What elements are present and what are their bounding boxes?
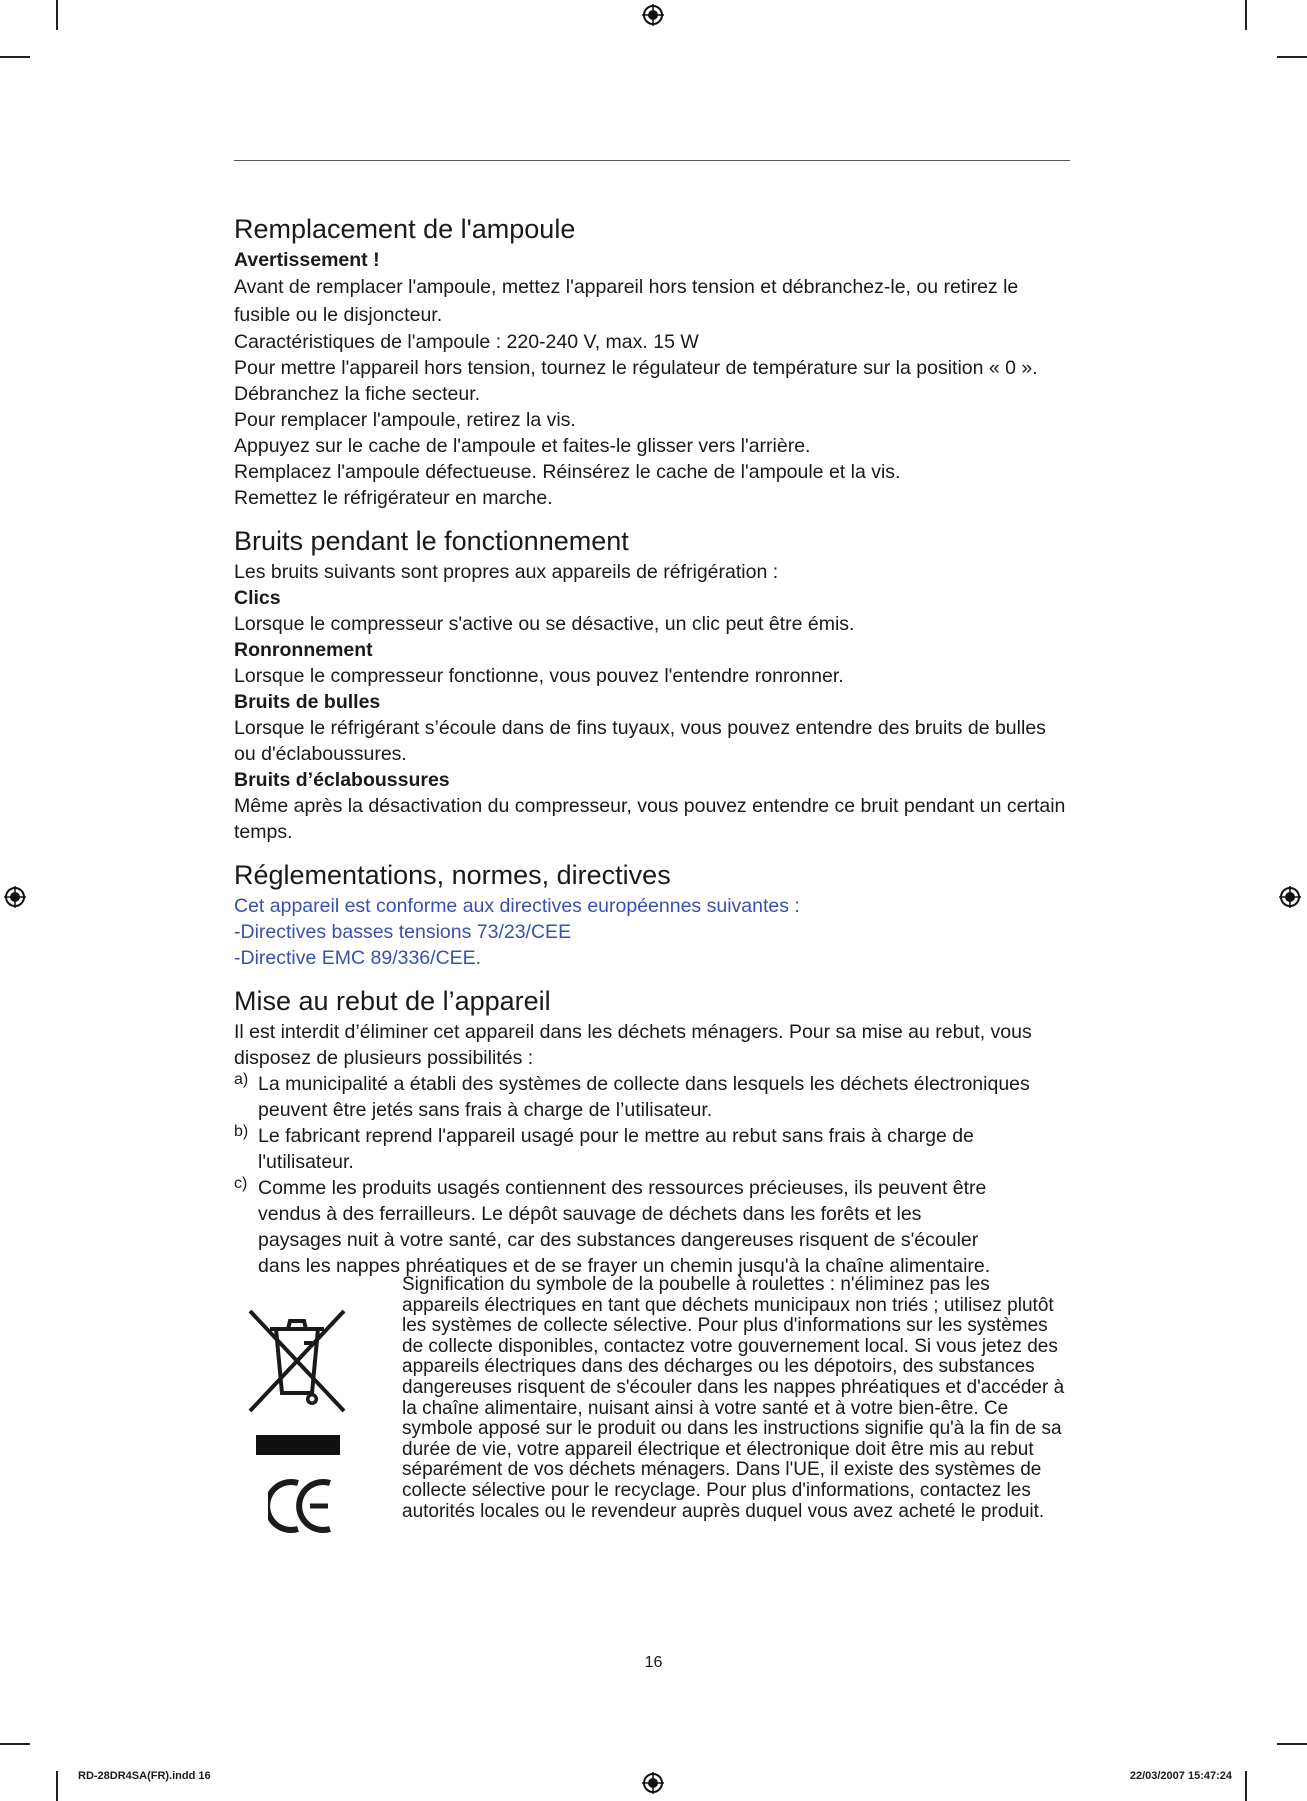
noise-title: Bruits de bulles bbox=[234, 691, 381, 713]
noise-text: Lorsque le compresseur fonctionne, vous pouvez l'entendre ronronner. bbox=[234, 665, 844, 687]
paragraph: Appuyez sur le cache de l'ampoule et faites-le glisser vers l'arrière. bbox=[234, 435, 811, 457]
ce-mark-icon bbox=[268, 1477, 336, 1535]
warning-label: Avertissement ! bbox=[234, 249, 380, 271]
paragraph: Pour mettre l'appareil hors tension, tournez le régulateur de température sur la position « 0 ». bbox=[234, 357, 1038, 379]
list-text: Le fabricant reprend l'appareil usagé pour le mettre au rebut sans frais à charge de l'utilisateur. bbox=[258, 1125, 974, 1173]
list-marker: b) bbox=[234, 1123, 249, 1140]
list-text: La municipalité a établi des systèmes de collecte dans lesquels les déchets électroniques peuvent être jetés sans frais à charge de l’utilisateur. bbox=[258, 1073, 1030, 1121]
crossed-bin-icon bbox=[246, 1307, 348, 1417]
paragraph: Débranchez la fiche secteur. bbox=[234, 383, 481, 405]
paragraph: Il est interdit d’éliminer cet appareil dans les déchets ménagers. Pour sa mise au rebut, vous disposez de plusieurs possibilités : bbox=[234, 1021, 1032, 1069]
list-item bbox=[234, 1123, 1070, 1175]
crop-mark bbox=[1277, 56, 1307, 58]
regulation-line: -Directives basses tensions 73/23/CEE bbox=[234, 921, 572, 943]
list-marker: c) bbox=[234, 1175, 248, 1192]
page-number: 16 bbox=[644, 1654, 663, 1671]
list-text: Comme les produits usagés contiennent des ressources précieuses, ils peuvent être vendus à des ferrailleurs. Le dépôt sauvage de déchets dans les forêts et les paysages nuit à votre santé, car des substances dangereuses risquent de s'écouler dans les nappes phréatiques et de se frayer un chemin jusqu'à la chaîne alimentaire. bbox=[258, 1177, 991, 1277]
section-regulations bbox=[234, 859, 1070, 971]
crop-mark bbox=[1245, 1771, 1247, 1801]
crop-mark bbox=[1277, 1743, 1307, 1745]
section-bulb bbox=[234, 213, 1070, 511]
crop-mark bbox=[1245, 0, 1247, 30]
page-content bbox=[234, 160, 1070, 1522]
paragraph: Caractéristiques de l'ampoule : 220-240 V, max. 15 W bbox=[234, 331, 699, 353]
noise-title: Bruits d’éclaboussures bbox=[234, 769, 450, 791]
crop-mark bbox=[0, 56, 30, 58]
section-heading: Remplacement de l'ampoule bbox=[234, 214, 576, 244]
regulation-line: Cet appareil est conforme aux directives européennes suivantes : bbox=[234, 895, 800, 917]
noise-text: Lorsque le compresseur s'active ou se désactive, un clic peut être émis. bbox=[234, 613, 855, 635]
noise-title: Clics bbox=[234, 587, 281, 609]
paragraph: Remettez le réfrigérateur en marche. bbox=[234, 487, 553, 509]
list-item bbox=[234, 1071, 1070, 1123]
top-rule bbox=[234, 160, 1070, 161]
section-heading: Réglementations, normes, directives bbox=[234, 860, 671, 890]
list-item bbox=[234, 1175, 1070, 1279]
registration-mark-icon bbox=[4, 886, 26, 908]
paragraph: Pour remplacer l'ampoule, retirez la vis. bbox=[234, 409, 576, 431]
crop-mark bbox=[56, 1771, 58, 1801]
file-slug: RD-28DR4SA(FR).indd 16 bbox=[78, 1770, 211, 1782]
regulation-line: -Directive EMC 89/336/CEE. bbox=[234, 947, 482, 969]
registration-mark-icon bbox=[642, 1772, 664, 1794]
paragraph: Avant de remplacer l'ampoule, mettez l'appareil hors tension et débranchez-le, ou retirez le fusible ou le disjoncteur. bbox=[234, 276, 1019, 326]
noise-text: Même après la désactivation du compresseur, vous pouvez entendre ce bruit pendant un certain temps. bbox=[234, 795, 1066, 843]
black-bar-icon bbox=[256, 1435, 340, 1455]
list-marker: a) bbox=[234, 1071, 249, 1088]
noise-text: Lorsque le réfrigérant s’écoule dans de fins tuyaux, vous pouvez entendre des bruits de bulles ou d'éclaboussures. bbox=[234, 717, 1046, 765]
section-heading: Mise au rebut de l’appareil bbox=[234, 986, 551, 1016]
section-heading: Bruits pendant le fonctionnement bbox=[234, 526, 629, 556]
crop-mark bbox=[56, 0, 58, 30]
section-disposal bbox=[234, 985, 1070, 1522]
weee-block bbox=[234, 1274, 1070, 1522]
paragraph: Les bruits suivants sont propres aux appareils de réfrigération : bbox=[234, 561, 779, 583]
crop-mark bbox=[0, 1743, 30, 1745]
paragraph: Remplacez l'ampoule défectueuse. Réinsérez le cache de l'ampoule et la vis. bbox=[234, 461, 901, 483]
registration-mark-icon bbox=[1279, 886, 1301, 908]
noise-title: Ronronnement bbox=[234, 639, 373, 661]
section-noise bbox=[234, 525, 1070, 845]
registration-mark-icon bbox=[642, 4, 664, 26]
date-slug: 22/03/2007 15:47:24 bbox=[1129, 1770, 1232, 1782]
symbol-column bbox=[234, 1281, 402, 1522]
weee-explanation: Signification du symbole de la poubelle à roulettes : n'éliminez pas les appareils électriques en tant que déchets municipaux non triés ; utilisez plutôt les systèmes de collecte sélective. Pour plus d'informations sur les systèmes de collecte disponibles, contactez votre gouvernement local. Si vous jetez des appareils électriques dans des décharges ou les dépotoirs, des substances dangereuses risquent de s'écouler dans les nappes phréatiques et d'accéder à la chaîne alimentaire, nuisant ainsi à votre santé et à votre bien-être. Ce symbole apposé sur le produit ou dans les instructions signifie qu'à la fin de sa durée de vie, votre appareil électrique et électronique doit être mis au rebut séparément de vos déchets ménagers. Dans l'UE, il existe des systèmes de collecte sélective pour le recyclage. Pour plus d'informations, contactez les autorités locales ou le revendeur auprès duquel vous avez acheté le produit. bbox=[402, 1274, 1065, 1522]
